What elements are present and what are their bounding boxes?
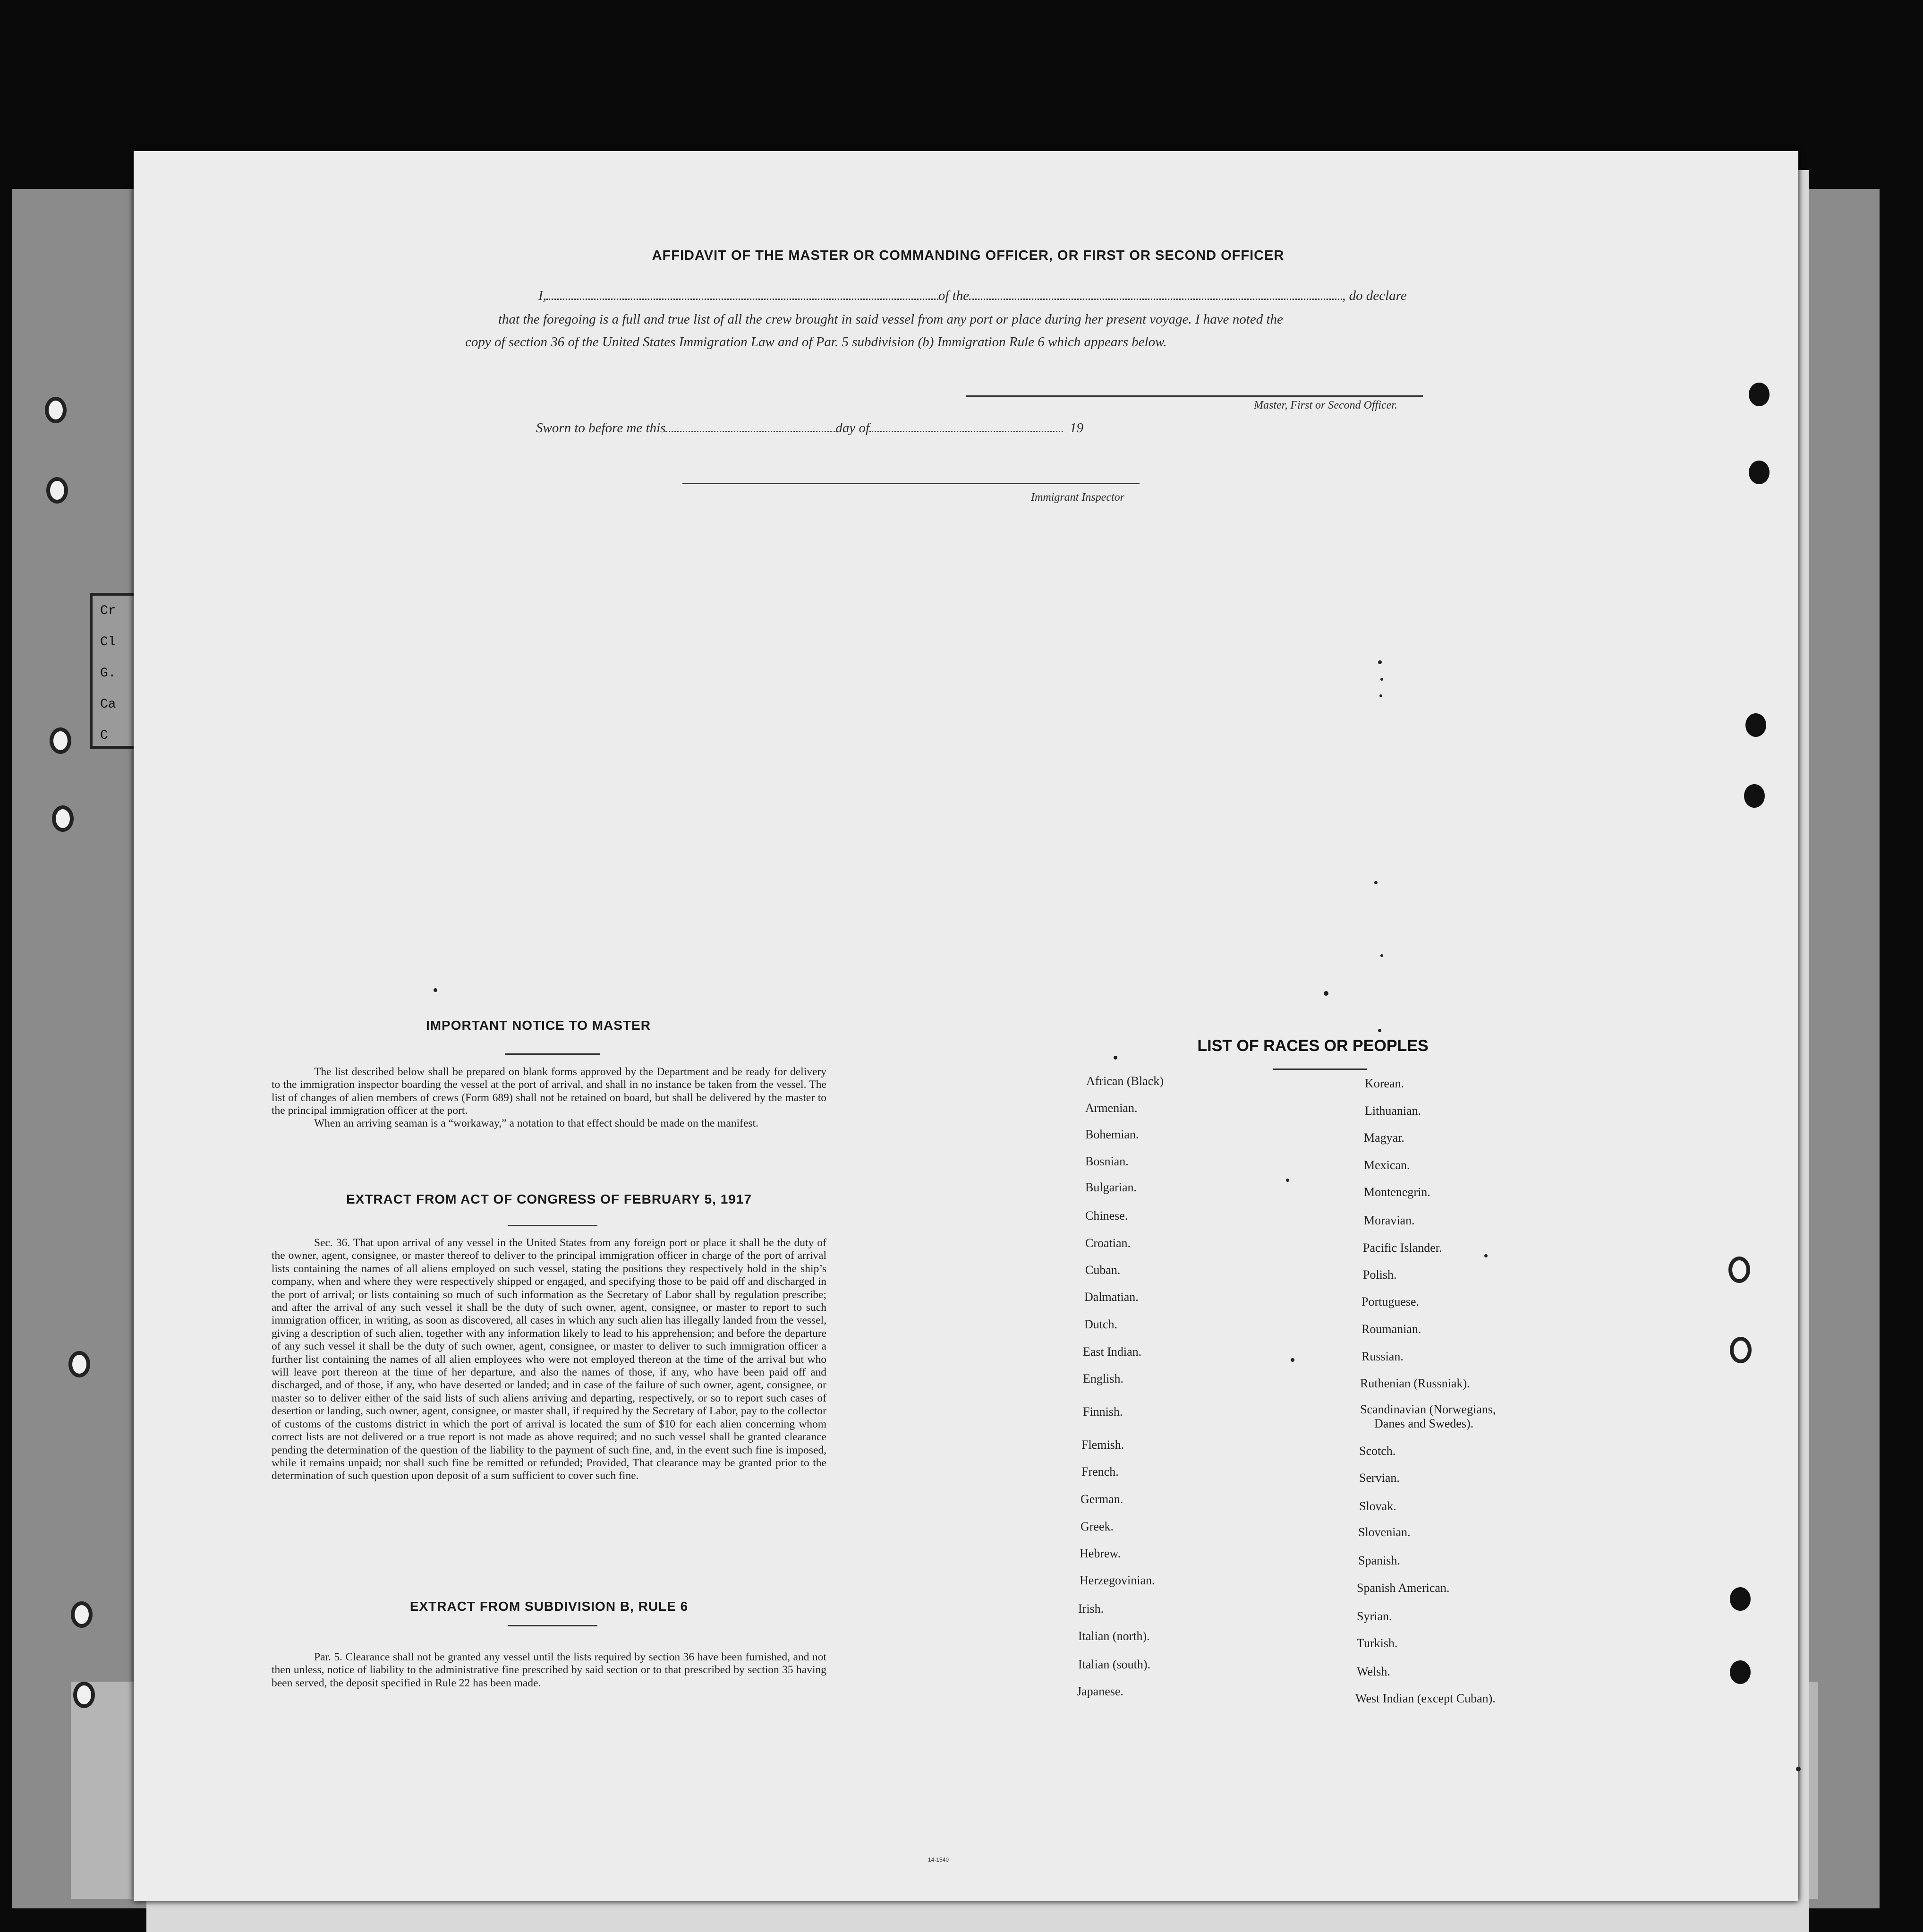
- race-item: Irish.: [1078, 1602, 1104, 1616]
- notice-paragraph-2: When an arriving seaman is a “workaway,” a notation to that effect should be made on the manifest.: [314, 1117, 758, 1129]
- punch-hole: [1749, 383, 1770, 406]
- notice-rule: [505, 1053, 600, 1055]
- race-item: Portuguese.: [1361, 1295, 1420, 1308]
- sworn-month-blank[interactable]: [869, 431, 1063, 432]
- punch-hole: [1744, 784, 1765, 808]
- stamp-line: Cl: [100, 635, 116, 650]
- race-item: Chinese.: [1085, 1209, 1128, 1222]
- notice-title: IMPORTANT NOTICE TO MASTER: [425, 1018, 651, 1033]
- race-item: Syrian.: [1357, 1609, 1392, 1623]
- affidavit-line-3: copy of section 36 of the United States Immigration Law and of Par. 5 subdivision (b) Immigration Rule 6 which appears below.: [465, 334, 1167, 350]
- race-item: Turkish.: [1357, 1636, 1398, 1650]
- race-item: French.: [1081, 1465, 1119, 1479]
- vessel-blank[interactable]: [969, 299, 1342, 300]
- race-item: Greek.: [1081, 1520, 1114, 1533]
- act-extract-title: EXTRACT FROM ACT OF CONGRESS OF FEBRUARY 5, 1917: [346, 1192, 752, 1206]
- race-item: Japanese.: [1077, 1684, 1123, 1698]
- stamp-line: Cr: [100, 604, 116, 618]
- race-item: Mexican.: [1364, 1158, 1410, 1172]
- binder-hole: [68, 1351, 90, 1377]
- rule-extract-title: EXTRACT FROM SUBDIVISION B, RULE 6: [409, 1599, 689, 1614]
- race-item: Korean.: [1365, 1077, 1404, 1090]
- race-item: Dalmatian.: [1084, 1290, 1139, 1304]
- inspector-signature-label: Immigrant Inspector: [1031, 491, 1124, 504]
- day-of-label: day of: [835, 420, 870, 436]
- notice-paragraph-1: The list described below shall be prepared on blank forms approved by the Department and be ready for delivery to the immigration inspector boarding the vessel at the port of arrival, and shall in no instance be taken from the vessel. The list of changes of alien members of crews (Form 689) shall not be retained on board, but shall be delivered by the master to the principal immigration officer at the port.: [272, 1066, 826, 1117]
- race-item: Lithuanian.: [1365, 1104, 1421, 1118]
- rule-extract-text: Par. 5. Clearance shall not be granted any vessel until the lists required by section 36 have been furnished, and not then unless, notice of liability to the administrative fine prescribed by said section or to that prescribed by section 35 having been served, the deposit specified in Rule 22 has been made.: [272, 1651, 826, 1689]
- act-extract-text: Sec. 36. That upon arrival of any vessel in the United States from any foreign port or place it shall be the duty of the owner, agent, consignee, or master thereof to deliver to the principal immigration officer in charge of the port of arrival lists containing the names of all aliens employed on such vessel, stating the positions they respectively hold in the ship’s company, when and where they were respectively shipped or engaged, and specifying those to be paid off and discharged in the port of arrival; or lists containing so much of such information as the Secretary of Labor shall by regulation prescribe; and after the arrival of any such vessel it shall be the duty of such owner, agent, consignee, or master to report to such immigration officer, in writing, as soon as discovered, all cases in which any such alien has illegally landed from the vessel, giving a description of such alien, together with any information likely to lead to his apprehension; and before the departure of any such vessel it shall be the duty of such owner, agent, consignee, or master to deliver to such immigration officer a further list containing the names of all alien employees who were not employed thereon at the time of the arrival but who will leave port thereon at the time of her departure, and also the names of those, if any, who have been paid off and discharged, and of those, if any, who have deserted or landed; and in case of the failure of such owner, agent, consignee, or master so to deliver either of the said lists of such aliens arriving and departing, respectively, or so to report such cases of desertion or landing, such owner, agent, consignee, or master shall, if required by the Secretary of Labor, pay to the collector of customs of the customs district in which the port of arrival is located the sum of $10 for each alien concerning whom correct lists are not delivered or a true report is not made as above required; and no such vessel shall be granted clearance pending the determination of the question of the liability to the payment of such fine, and, in the event such fine is imposed, while it remains unpaid; nor shall such fine be remitted or refunded; Provided, That clearance may be granted prior to the determination of such question upon deposit of a sum sufficient to cover such fine.: [272, 1237, 826, 1482]
- stamp-line: C: [100, 728, 108, 743]
- affidavit-i-label: I,: [538, 288, 546, 303]
- inspector-signature-line[interactable]: [682, 483, 1140, 484]
- race-item: Moravian.: [1364, 1214, 1415, 1227]
- race-item: Armenian.: [1085, 1101, 1138, 1115]
- race-item: Italian (south).: [1078, 1658, 1151, 1671]
- race-item: Polish.: [1363, 1268, 1397, 1282]
- punch-hole: [1730, 1337, 1752, 1363]
- race-item: West Indian (except Cuban).: [1355, 1692, 1496, 1705]
- form-number: 14-1540: [928, 1856, 949, 1863]
- race-item: Pacific Islander.: [1363, 1241, 1442, 1255]
- race-item: Roumanian.: [1361, 1322, 1421, 1336]
- race-item: African (Black): [1086, 1074, 1164, 1088]
- punch-hole: [1749, 461, 1770, 484]
- sworn-label: Sworn to before me this: [536, 420, 666, 436]
- sworn-day-blank[interactable]: [665, 431, 835, 432]
- stamp-line: Ca: [100, 697, 116, 712]
- punch-hole: [1728, 1257, 1750, 1283]
- race-item: Cuban.: [1085, 1263, 1121, 1277]
- binder-hole: [71, 1601, 93, 1628]
- races-rule: [1273, 1069, 1367, 1070]
- race-item: Scandinavian (Norwegians,: [1360, 1402, 1496, 1416]
- race-item: Flemish.: [1081, 1438, 1124, 1452]
- affidavit-line-2: that the foregoing is a full and true list of all the crew brought in said vessel from any port or place during her present voyage. I have noted the: [498, 312, 1283, 327]
- year-label: 19: [1070, 420, 1084, 436]
- race-item: Scotch.: [1359, 1444, 1396, 1458]
- races-title: LIST OF RACES OR PEOPLES: [1197, 1037, 1429, 1055]
- form-page: [134, 151, 1798, 1901]
- punch-hole: [1745, 713, 1766, 737]
- race-item: Spanish American.: [1357, 1581, 1450, 1595]
- affidavit-of-the-label: of the: [938, 288, 970, 303]
- punch-hole: [1730, 1660, 1751, 1684]
- affidavit-declare-label: , do declare: [1342, 288, 1407, 303]
- binder-hole: [46, 477, 68, 504]
- act-extract-rule: [508, 1225, 597, 1226]
- race-item: Dutch.: [1084, 1317, 1118, 1331]
- binder-hole: [73, 1682, 95, 1708]
- stamp-line: G.: [100, 666, 116, 681]
- officer-signature-label: Master, First or Second Officer.: [1254, 399, 1397, 411]
- race-item: Croatian.: [1085, 1236, 1131, 1250]
- race-item: English.: [1083, 1372, 1123, 1385]
- race-item: Slovenian.: [1358, 1525, 1411, 1539]
- affidavit-title: AFFIDAVIT OF THE MASTER OR COMMANDING OFFICER, OR FIRST OR SECOND OFFICER: [652, 248, 1285, 263]
- race-item: Magyar.: [1364, 1131, 1404, 1145]
- rule-extract-rule: [508, 1625, 597, 1626]
- race-item: Finnish.: [1083, 1405, 1123, 1419]
- binder-hole: [45, 397, 67, 423]
- race-item: Bohemian.: [1085, 1128, 1139, 1141]
- race-item: Slovak.: [1359, 1499, 1396, 1513]
- race-item: Servian.: [1359, 1471, 1400, 1485]
- race-item: Montenegrin.: [1364, 1185, 1430, 1199]
- race-item: Bulgarian.: [1085, 1180, 1137, 1194]
- binder-hole: [50, 727, 71, 754]
- race-item: German.: [1081, 1492, 1123, 1506]
- sworn-line: [536, 420, 1083, 436]
- race-item: Spanish.: [1358, 1554, 1400, 1567]
- race-item: Bosnian.: [1085, 1154, 1129, 1168]
- race-item: Italian (north).: [1078, 1629, 1150, 1643]
- race-item: Russian.: [1361, 1350, 1404, 1363]
- name-blank[interactable]: [546, 299, 938, 300]
- punch-hole: [1730, 1587, 1751, 1611]
- race-item: Welsh.: [1357, 1665, 1390, 1678]
- officer-signature-line[interactable]: [966, 395, 1423, 397]
- race-item: Danes and Swedes).: [1374, 1417, 1474, 1430]
- binder-hole: [52, 805, 74, 832]
- race-item: Herzegovinian.: [1080, 1573, 1155, 1587]
- race-item: East Indian.: [1083, 1345, 1142, 1359]
- affidavit-declaration-line: [538, 288, 1407, 304]
- race-item: Hebrew.: [1080, 1547, 1121, 1560]
- race-item: Ruthenian (Russniak).: [1360, 1376, 1470, 1390]
